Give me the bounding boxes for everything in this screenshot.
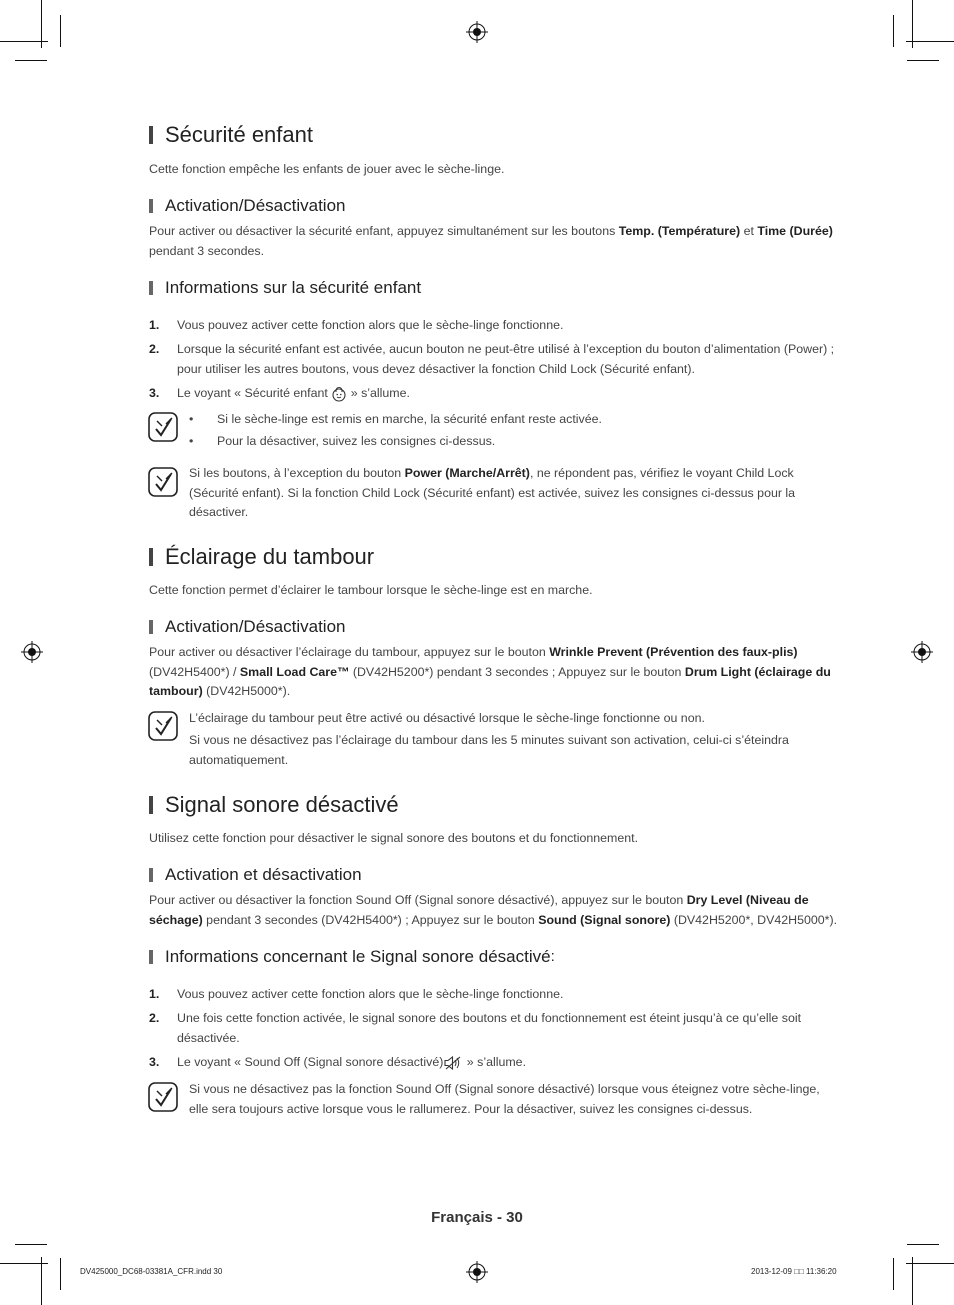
registration-mark-icon [466, 21, 488, 43]
bullet: • [189, 434, 194, 448]
sound-off-icon [443, 1055, 463, 1071]
drum-light-intro: Cette fonction permet d’éclairer le tambour lorsque le sèche-linge est en marche. [149, 583, 593, 597]
note-pencil-icon [148, 711, 178, 741]
list-item: Une fois cette fonction activée, le signal sonore des boutons et du fonctionnement est éteint jusqu’à ce qu’elle soit désactivée. [177, 1011, 802, 1045]
registration-mark-icon [466, 1261, 488, 1283]
list-item: Lorsque la sécurité enfant est activée, aucun bouton ne peut-être utilisé à l’exception du bouton d’alimentation (Power) ; pour utiliser les autres boutons, vous devez désactiver la fonction Child Lock (Sécurité enfant). [177, 342, 835, 376]
section-title-child-lock: Sécurité enfant [149, 121, 313, 149]
page-number: Français - 30 [431, 1209, 523, 1226]
sound-off-intro: Utilisez cette fonction pour désactiver le signal sonore des boutons et du fonctionnement. [149, 831, 639, 845]
note-pencil-icon [148, 412, 178, 442]
child-lock-intro: Cette fonction empêche les enfants de jouer avec le sèche-linge. [149, 162, 505, 176]
list-item: Le voyant « Sound Off (Signal sonore désactivé) » s’allume. [177, 1055, 527, 1069]
date-slug: 2013-12-09 □□ 11:36:20 [751, 1267, 837, 1276]
list-number: 1. [149, 318, 160, 332]
registration-mark-icon [911, 641, 933, 663]
note-bullet-text: Pour la désactiver, suivez les consignes ci-dessus. [217, 434, 496, 448]
note-text: Si vous ne désactivez pas la fonction Sound Off (Signal sonore désactivé) lorsque vous éteignez votre sèche-linge, elle sera toujours active lorsque vous le rallumerez. Pour la désactiver, suivez les consignes ci-dessus. [189, 1082, 820, 1116]
subsection-title-child-lock-info: Informations sur la sécurité enfant [149, 277, 421, 299]
note-pencil-icon [148, 1082, 178, 1112]
list-item: Vous pouvez activer cette fonction alors que le sèche-linge fonctionne. [177, 318, 564, 332]
note-bullet-text: Si le sèche-linge est remis en marche, la sécurité enfant reste activée. [217, 412, 602, 426]
subsection-title-sound-off-activation: Activation et désactivation [149, 864, 362, 886]
list-number: 2. [149, 342, 160, 356]
note-text: Si les boutons, à l’exception du bouton Power (Marche/Arrêt), ne répondent pas, vérifiez le voyant Child Lock (Sécurité enfant). Si la fonction Child Lock (Sécurité enfant) est activée, suivez les consignes ci-dessus pour la désactiver. [189, 466, 796, 520]
list-number: 3. [149, 1055, 160, 1069]
note-text: L’éclairage du tambour peut être activé ou désactivé lorsque le sèche-linge fonctionne ou non. [189, 711, 705, 725]
child-lock-icon [331, 386, 347, 402]
note-text: Si vous ne désactivez pas l’éclairage du tambour dans les 5 minutes suivant son activation, celui-ci s’éteindra automatiquement. [189, 733, 789, 767]
subsection-title-drum-light-activation: Activation/Désactivation [149, 616, 345, 638]
list-item: Le voyant « Sécurité enfant » s’allume. [177, 386, 410, 400]
bullet: • [189, 412, 194, 426]
subsection-title-child-lock-activation: Activation/Désactivation [149, 195, 345, 217]
section-title-drum-light: Éclairage du tambour [149, 543, 374, 571]
list-item: Vous pouvez activer cette fonction alors que le sèche-linge fonctionne. [177, 987, 564, 1001]
sound-off-activation-text: Pour activer ou désactiver la fonction Sound Off (Signal sonore désactivé), appuyez sur le bouton Dry Level (Niveau de séchage) pendant 3 secondes (DV42H5400*) ; Appuyez sur le bouton Sound (Signal sonore) (DV42H5200*, DV42H5000*). [149, 893, 838, 927]
file-slug: DV425000_DC68-03381A_CFR.indd 30 [80, 1267, 223, 1276]
note-pencil-icon [148, 467, 178, 497]
section-title-sound-off: Signal sonore désactivé [149, 791, 399, 819]
child-lock-activation-text: Pour activer ou désactiver la sécurité enfant, appuyez simultanément sur les boutons Temp. (Température) et Time (Durée) pendant 3 secondes. [149, 224, 833, 258]
list-number: 2. [149, 1011, 160, 1025]
subsection-title-sound-off-info: Informations concernant le Signal sonore désactivé : [149, 946, 555, 968]
registration-mark-icon [21, 641, 43, 663]
list-number: 1. [149, 987, 160, 1001]
list-number: 3. [149, 386, 160, 400]
drum-light-activation-text: Pour activer ou désactiver l’éclairage du tambour, appuyez sur le bouton Wrinkle Prevent (Prévention des faux-plis) (DV42H5400*) / Small Load Care™ (DV42H5200*) pendant 3 secondes ; Appuyez sur le bouton Drum Light (éclairage du tambour) (DV42H5000*). [149, 645, 831, 699]
